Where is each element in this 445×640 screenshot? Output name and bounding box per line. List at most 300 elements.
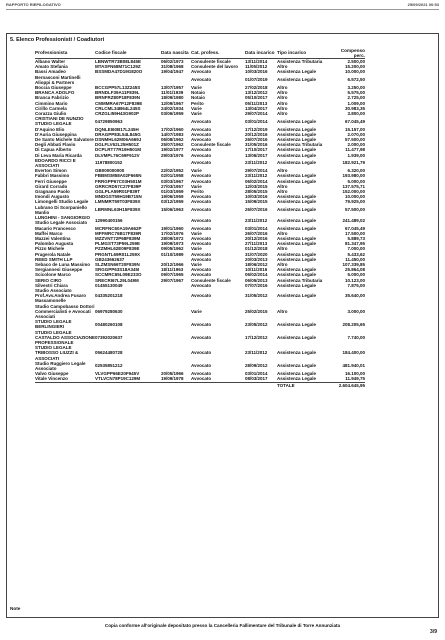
- birth-date: [161, 304, 191, 320]
- assignment-type: Assistenza Legale: [277, 371, 317, 377]
- professional-category: Avvocato: [191, 241, 212, 247]
- assignment-type: Assistenza Legale: [277, 69, 317, 75]
- tax-code: CMMMRA67P12F839E: [95, 100, 143, 106]
- assignment-date: 29/07/2014: [245, 111, 268, 117]
- professional-category: Avvocato: [191, 207, 212, 213]
- tax-code: 04335201218: [95, 293, 123, 299]
- assignment-date: 05/10/2017: [245, 95, 268, 101]
- tax-code: SRECRI67L29L049M: [95, 277, 139, 283]
- fee-amount: 67.045,49: [344, 118, 365, 124]
- fee-amount: 184.400,00: [342, 350, 365, 356]
- fee-amount: 152.000,00: [342, 189, 365, 195]
- birth-date: 17/02/1976: [161, 230, 184, 236]
- tax-code: GRRCRD57C27F839P: [95, 183, 142, 189]
- tax-code: VTLVCN78P19C129M: [95, 376, 141, 382]
- assignment-date: 17/12/2012: [245, 334, 268, 340]
- tax-code: MTASFN68M71C129Z: [95, 64, 141, 70]
- birth-date: 19/02/1977: [161, 147, 184, 153]
- professional-name: Di Capua Alberto: [35, 147, 72, 153]
- tax-code: PRGNTL69R01L259X: [95, 251, 141, 257]
- professional-category: Avvocato: [191, 282, 212, 288]
- tax-code: 07392020637: [95, 334, 123, 340]
- professional-name: Bernasconi Martinelli Alioppi & Partners: [35, 74, 81, 85]
- tax-code: DSNMHL62M06A669J: [95, 137, 142, 143]
- assignment-date: 06/02/2014: [245, 272, 268, 278]
- birth-date: 09/07/1965: [161, 272, 184, 278]
- total-label: TOTALE: [277, 382, 329, 388]
- professional-category: Notaio: [191, 90, 205, 96]
- assignment-date: 20/03/2013: [245, 256, 268, 262]
- tax-code: BRNFRZ80P18F839N: [95, 95, 141, 101]
- tax-code: SLZMSN66T20F839N: [95, 261, 140, 267]
- professional-category: Avvocato: [191, 272, 212, 278]
- assignment-date: 23/11/2012: [245, 160, 268, 166]
- total-row: [35, 382, 365, 388]
- professional-category: Consulente del lavoro: [191, 64, 239, 70]
- tax-code: PZZMHL62E09F839E: [95, 246, 140, 252]
- professional-name: SERIO CIRO: [35, 277, 62, 283]
- assignment-date: 06/02/2014: [245, 178, 268, 184]
- assignment-type: Assistenza Legale: [277, 178, 317, 184]
- birth-date: [161, 361, 191, 371]
- birth-date: 12/09/1967: [161, 100, 184, 106]
- tax-code: CRZGLI59H43G902P: [95, 111, 140, 117]
- birth-date: 15/06/1963: [161, 207, 184, 213]
- professional-name: Silvestri Chiara: [35, 282, 68, 288]
- birth-date: [161, 158, 191, 168]
- assignment-type: Assistenza Tributaria: [277, 142, 323, 148]
- tax-code: DLVMPL76C69F912V: [95, 152, 140, 158]
- assignment-type: Assistenza Legale: [277, 235, 317, 241]
- fee-amount: 16.100,00: [344, 371, 365, 377]
- tax-code: 00480260108: [95, 321, 123, 327]
- tax-code: 01455130049: [95, 282, 123, 288]
- professional-name: De Santo Michele Salvatore: [35, 137, 94, 143]
- fee-amount: 1.939,00: [347, 152, 365, 158]
- fee-amount: 25.864,08: [344, 267, 365, 273]
- column-header: Tipo incarico: [277, 47, 329, 59]
- tax-code: MZZVNT72P68F839M: [95, 235, 141, 241]
- assignment-type: Assistenza Legale: [277, 160, 317, 166]
- professional-category: Varie: [191, 183, 202, 189]
- birth-date: 31/08/1968: [161, 64, 184, 70]
- assignment-date: 25/02/2015: [245, 308, 268, 314]
- table-row: [35, 330, 365, 346]
- professional-category: Avvocato: [191, 267, 212, 273]
- assignment-type: Assistenza Legale: [277, 199, 317, 205]
- assignment-date: 20/12/2016: [245, 235, 268, 241]
- professional-name: Mazzei Valentina: [35, 235, 71, 241]
- fee-amount: 57.500,00: [344, 137, 365, 143]
- fee-amount: 3.250,00: [347, 85, 365, 91]
- professional-name: Vitale Vincenzo: [35, 376, 68, 382]
- tax-code: [95, 75, 161, 85]
- assignment-date: 23/11/2012: [245, 350, 268, 356]
- tax-code: MCRFNC60A19A662P: [95, 225, 142, 231]
- professional-category: Avvocato: [191, 217, 212, 223]
- birth-date: 01/03/1959: [161, 189, 184, 195]
- professional-category: Avvocato: [191, 147, 212, 153]
- fee-amount: 5.575,00: [347, 90, 365, 96]
- table-row: [35, 288, 365, 304]
- fee-amount: 7.875,00: [347, 282, 365, 288]
- professional-category: Consulente fiscale: [191, 59, 231, 64]
- assignment-type: Assistenza Legale: [277, 118, 317, 124]
- birth-date: 20/12/1966: [161, 261, 184, 267]
- fee-amount: 3.800,00: [347, 111, 365, 117]
- birth-date: 13/07/1957: [161, 85, 184, 91]
- professional-category: Avvocato: [191, 225, 212, 231]
- birth-date: 01/10/1989: [161, 251, 184, 257]
- professional-name: Albano Walter: [35, 59, 66, 64]
- birth-date: [161, 75, 191, 85]
- professional-name: Amato Stefania: [35, 64, 68, 70]
- professional-name: Branca Fabrizio: [35, 95, 69, 101]
- fee-amount: 6.572,50: [347, 77, 365, 83]
- tax-code: 11978800152: [95, 160, 123, 166]
- tax-code: LBNWTR73B08L845E: [95, 59, 142, 64]
- fee-amount: 11.949,75: [345, 376, 365, 382]
- fee-amount: 7.000,00: [347, 246, 365, 252]
- birth-date: 18/11/1963: [161, 267, 184, 273]
- birth-date: 20/05/1966: [161, 371, 184, 377]
- table-row: [35, 205, 365, 215]
- fee-amount: 17.500,00: [344, 230, 365, 236]
- professional-name: Pragerola Natale: [35, 251, 71, 257]
- assignment-date: 13/04/2017: [245, 105, 268, 111]
- assignment-date: 03/01/2014: [245, 371, 268, 377]
- professional-name: Studio Ruggiero Legale Associato: [35, 360, 86, 371]
- birth-date: 03/06/1959: [161, 111, 184, 117]
- assignment-type: Assistenza Legale: [277, 147, 317, 153]
- assignment-date: 18/06/2012: [245, 261, 268, 267]
- assignment-type: Altro: [277, 230, 288, 236]
- assignment-date: 10/11/2016: [245, 267, 268, 273]
- assignment-type: Assistenza Legale: [277, 350, 317, 356]
- professional-category: Avvocato: [191, 256, 212, 262]
- column-header: Codice fiscale: [95, 47, 161, 59]
- professional-name: Fabbri Massimo: [35, 173, 70, 179]
- professional-name: Corazza Giulio: [35, 111, 67, 117]
- assignment-type: Altro: [277, 64, 288, 70]
- assignment-type: Assistenza Legale: [277, 321, 317, 327]
- fee-amount: 10.000,00: [344, 69, 365, 75]
- tax-code: DQNLEI60B17L245H: [95, 126, 139, 132]
- assignment-date: 28/09/2012: [245, 363, 268, 369]
- tax-code: 04729850963: [95, 118, 123, 124]
- professional-name: Macario Francesco: [35, 225, 76, 231]
- tax-code: LBRMNL63H15F839X: [95, 207, 141, 213]
- assignment-date: 03/01/2014: [245, 118, 268, 124]
- assignment-type: Altro: [277, 168, 288, 174]
- tax-code: DCPLRT77R19H501M: [95, 147, 142, 153]
- professional-category: Avvocato: [191, 350, 212, 356]
- table-body: [35, 59, 365, 383]
- birth-date: 29/07/1967: [161, 277, 184, 283]
- assignment-date: 11/05/2012: [245, 64, 268, 70]
- table-header-row: [35, 47, 365, 59]
- assignment-date: 17/10/2017: [245, 147, 268, 153]
- professional-name: Valvo Giuseppe: [35, 371, 69, 377]
- professional-name: D'Auria Giuseppina: [35, 131, 77, 137]
- professional-name: STUDIO LEGALE BERLINGIERI: [35, 319, 72, 330]
- assignment-type: Assistenza Legale: [277, 217, 317, 223]
- assignment-type: Assistenza Legale: [277, 256, 317, 262]
- tax-code: GB243662637: [95, 256, 125, 262]
- assignment-type: Assistenza Legale: [277, 207, 317, 213]
- assignment-type: Assistenza Legale: [277, 173, 317, 179]
- column-header: Compenso perc.: [329, 47, 365, 59]
- professional-name: Pizzo Michele: [35, 246, 65, 252]
- tax-code: FBBMSM58A02F665N: [95, 173, 142, 179]
- assignment-date: 15/09/2015: [245, 199, 268, 205]
- fee-amount: 81.347,95: [344, 241, 365, 247]
- fee-amount: 30.983,35: [344, 105, 365, 111]
- tax-code: 12990400156: [95, 217, 123, 223]
- table-row: [35, 319, 365, 329]
- assignment-date: 12/03/2015: [245, 183, 268, 189]
- assignment-date: 31/07/2020: [245, 251, 268, 257]
- fee-amount: 7.740,00: [347, 334, 365, 340]
- assignment-type: Altro: [277, 189, 288, 195]
- professional-category: Avvocato: [191, 160, 212, 166]
- tax-code: MFFMRC76B17F839R: [95, 230, 142, 236]
- assignment-type: Altro: [277, 246, 288, 252]
- birth-date: [161, 345, 191, 361]
- professional-category: Perito: [191, 100, 204, 106]
- fee-amount: 10.000,00: [344, 194, 365, 200]
- tax-code: GGLPLA59R01F839T: [95, 189, 141, 195]
- professional-category: Avvocato: [191, 235, 212, 241]
- fee-amount: 5.000,00: [347, 272, 365, 278]
- tax-code: LMNMRT59T03F839X: [95, 199, 141, 205]
- fee-amount: 5.433,62: [347, 251, 365, 257]
- assignment-date: 17/12/2019: [245, 126, 268, 132]
- professional-category: Varie: [191, 85, 202, 91]
- birth-date: 19/09/1978: [161, 376, 184, 382]
- assignment-type: Assistenza Legale: [277, 77, 317, 83]
- professional-name: Sergiannesi Giuseppe: [35, 267, 83, 273]
- professional-name: Boccia Giuseppe: [35, 85, 72, 91]
- professional-category: Avvocato: [191, 363, 212, 369]
- section-title: 5. Elenco Professionisti / Coadiutori: [10, 37, 105, 43]
- professional-category: Varie: [191, 308, 202, 314]
- assignment-type: Altro: [277, 90, 288, 96]
- professional-name: Studio Campobasso Dottori Commercialisti e Avvocati Associati: [35, 303, 95, 319]
- fee-amount: 3.000,00: [347, 308, 365, 314]
- professional-name: Ferri Giuseppe: [35, 178, 67, 184]
- fee-amount: 2.725,00: [347, 95, 365, 101]
- table-row: [35, 304, 365, 320]
- fee-amount: 79.925,00: [344, 199, 365, 205]
- assignment-date: 31/05/2016: [245, 142, 268, 148]
- assignment-type: Assistenza Legale: [277, 267, 317, 273]
- table-row: [35, 199, 365, 204]
- fee-amount: 67.045,49: [344, 225, 365, 231]
- professional-category: Avvocato: [191, 173, 212, 179]
- tax-code: BRNDLF39A11F839L: [95, 90, 140, 96]
- fee-amount: 182.921,79: [342, 160, 365, 166]
- fee-amount: 481.940,01: [342, 363, 365, 369]
- professional-name: Cirillo Carmela: [35, 105, 67, 111]
- professional-category: Avvocato: [191, 199, 212, 205]
- tax-code: PLMGST73P59L259E: [95, 241, 141, 247]
- assignment-type: Assistenza Legale: [277, 293, 317, 299]
- professional-category: Varie: [191, 230, 202, 236]
- assignment-type: Assistenza Legale: [277, 251, 317, 257]
- assignment-date: 26/07/2016: [245, 137, 268, 143]
- professional-name: Studio Associato Prof.Avv.Andrea Fusaro Massamonelle: [35, 287, 87, 304]
- table-row: [35, 215, 365, 225]
- fee-amount: 5.000,00: [347, 178, 365, 184]
- professional-name: Cimmino Mario: [35, 100, 68, 106]
- assignment-date: 10/03/2016: [245, 69, 268, 75]
- professional-name: Maffei Marco: [35, 230, 63, 236]
- fee-amount: 11.477,98: [345, 147, 365, 153]
- birth-date: 03/03/1967: [161, 178, 184, 184]
- birth-date: [161, 288, 191, 304]
- note-label: Note: [10, 606, 21, 611]
- professional-name: BRANCA ADOLFO: [35, 90, 75, 96]
- birth-date: 27/03/1957: [161, 183, 184, 189]
- fee-amount: 15.200,00: [344, 64, 365, 70]
- professional-category: Avvocato: [191, 251, 212, 257]
- certification-footer: Copia conforme all'originale depositato presso la Cancelleria Fallimentare del Tribunale di Torre Annunziata: [104, 623, 341, 628]
- professional-category: Avvocato: [191, 321, 212, 327]
- assignment-date: 23/05/2012: [245, 321, 268, 327]
- birth-date: 19/01/1960: [161, 225, 184, 231]
- assignment-type: Assistenza Legale: [277, 272, 317, 278]
- birth-date: 06/02/1973: [161, 59, 184, 64]
- page-number: 3/9: [430, 629, 437, 635]
- tax-code: GB000000000: [95, 168, 125, 174]
- birth-date: 14/07/1983: [161, 131, 184, 137]
- professional-name: Girard Corrado: [35, 183, 68, 189]
- tax-code: DRAGPP83L54L845G: [95, 131, 141, 137]
- tax-code: MNDGST59H19B715N: [95, 194, 142, 200]
- professional-name: Di Leva Maria Ricarda: [35, 152, 82, 158]
- assignment-date: 23/11/2012: [245, 173, 268, 179]
- assignment-date: 20/12/2016: [245, 131, 268, 137]
- birth-date: 03/12/1959: [161, 199, 184, 205]
- professional-name: Imondi Augusto: [35, 194, 70, 200]
- professional-category: Avvocato: [191, 69, 212, 75]
- report-timestamp: 25/09/2021 00:53: [407, 2, 439, 7]
- report-title: RAPPORTO RIEPILOGATIVO: [6, 2, 61, 7]
- birth-date: 17/02/1960: [161, 126, 184, 132]
- professional-name: REED SMITH LLP: [35, 256, 73, 262]
- assignment-type: Assistenza Legale: [277, 131, 317, 137]
- assignment-type: Assistenza Legale: [277, 363, 317, 369]
- column-header: Data nascita: [161, 47, 191, 59]
- birth-date: 09/05/1962: [161, 246, 184, 252]
- professional-name: D'Aquino Elio: [35, 126, 65, 132]
- tax-code: VLVGPP66E20F945V: [95, 371, 140, 377]
- assignment-date: 28/05/2015: [245, 189, 268, 195]
- column-header: Cat. profess.: [191, 47, 245, 59]
- assignment-type: Assistenza Legale: [277, 137, 317, 143]
- professional-category: Perito: [191, 189, 204, 195]
- tax-code: BCCGPP57L13Z245S: [95, 85, 141, 91]
- birth-date: 29/03/1976: [161, 152, 184, 158]
- assignment-date: 08/03/2017: [245, 376, 268, 382]
- professional-category: Avvocato: [191, 118, 212, 124]
- fee-amount: 2.500,00: [347, 59, 365, 64]
- birth-date: 19/04/1947: [161, 69, 184, 75]
- professional-category: Avvocato: [191, 131, 212, 137]
- assignment-date: 03/01/2014: [245, 225, 268, 231]
- professional-category: Avvocato: [191, 376, 212, 382]
- fee-amount: 10.123,00: [344, 277, 365, 283]
- assignment-date: 01/07/2019: [245, 77, 268, 83]
- table-row: [35, 345, 365, 361]
- fee-amount: 137.575,71: [342, 183, 365, 189]
- birth-date: 06/08/1962: [161, 137, 184, 143]
- assignment-date: 07/07/2016: [245, 282, 268, 288]
- professional-category: Avvocato: [191, 371, 212, 377]
- professional-category: Varie: [191, 105, 202, 111]
- assignment-type: Assistenza Legale: [277, 376, 317, 382]
- assignment-type: Altro: [277, 105, 288, 111]
- professional-category: Consulente fiscale: [191, 277, 231, 283]
- professional-name: Limongelli Studio Legale: [35, 199, 89, 205]
- assignment-date: 27/02/2018: [245, 85, 268, 91]
- assignment-date: 23/11/2012: [245, 217, 268, 223]
- tax-code: 02535851212: [95, 363, 123, 369]
- fee-amount: 6.320,00: [347, 168, 365, 174]
- birth-date: 28/09/1972: [161, 235, 184, 241]
- tax-code: CRLCML34B64L245S: [95, 105, 141, 111]
- fee-amount: 1.009,00: [347, 100, 365, 106]
- assignment-type: Altro: [277, 111, 288, 117]
- column-header: Data incarico: [245, 47, 277, 59]
- assignment-date: 10/03/2016: [245, 194, 268, 200]
- professional-name: STUDIO LEGALE CASTALDO ASSOCIAZIONE PROFESSIONALE: [35, 329, 96, 345]
- professional-name: LUNGHINI - SANGIORGIO Studio Legale Associato: [35, 215, 90, 226]
- assignment-date: 06/05/2013: [245, 277, 268, 283]
- total-value: 2.604.645,95: [329, 382, 365, 388]
- assignment-date: 29/07/2014: [245, 168, 268, 174]
- assignment-date: 13/06/2017: [245, 152, 268, 158]
- birth-date: [161, 330, 191, 346]
- fee-amount: 5.889,73: [347, 235, 365, 241]
- assignment-type: Assistenza Legale: [277, 241, 317, 247]
- tax-code: BSSMDA47D19G820O: [95, 69, 143, 75]
- fee-amount: 107.339,85: [342, 261, 365, 267]
- fee-amount: 15.157,00: [344, 126, 365, 132]
- assignment-type: Assistenza Legale: [277, 126, 317, 132]
- assignment-type: Altro: [277, 100, 288, 106]
- fee-amount: 2.000,00: [347, 142, 365, 148]
- tax-code: DGLFLV62L25H501Z: [95, 142, 139, 148]
- assignment-date: 26/07/2016: [245, 230, 268, 236]
- professional-name: Bassi Amadeo: [35, 69, 66, 75]
- fee-amount: 241.489,02: [342, 217, 365, 223]
- professional-category: Avvocato: [191, 126, 212, 132]
- professional-name: Sebaco de Luna Massimo: [35, 261, 91, 267]
- tax-code: FRRGPP67C03H501M: [95, 178, 142, 184]
- assignment-date: 13/12/2012: [245, 90, 268, 96]
- assignment-date: 01/12/2018: [245, 246, 268, 252]
- assignment-type: Assistenza Tributaria: [277, 59, 323, 64]
- fee-amount: 2.070,00: [347, 131, 365, 137]
- professional-category: Avvocato: [191, 178, 212, 184]
- assignment-type: Altro: [277, 261, 288, 267]
- birth-date: 11/01/1939: [161, 90, 184, 96]
- birth-date: [161, 215, 191, 225]
- professional-name: Palombo Augusta: [35, 241, 74, 247]
- assignment-type: Altro: [277, 308, 288, 314]
